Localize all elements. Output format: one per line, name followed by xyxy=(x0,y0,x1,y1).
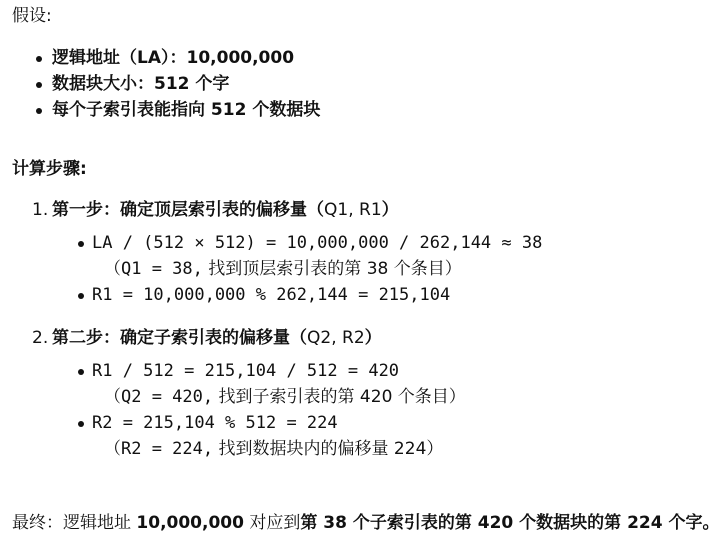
assumption-label: 数据块大小： xyxy=(52,74,154,94)
final-conclusion: 最终：逻辑地址 10,000,000 对应到第 38 个子索引表的第 420 个数据块的第 224 个字。 xyxy=(12,513,720,533)
assumption-value: 10,000,000 xyxy=(186,48,295,68)
assumption-label: 逻辑地址（LA）： xyxy=(52,48,187,68)
step2-note-q2: （Q2 = 420, 找到子索引表的第 420 个条目） xyxy=(104,387,466,407)
step2-formula-r2: R2 = 215,104 % 512 = 224 xyxy=(92,413,338,433)
assumption-value: 512 个字 xyxy=(154,74,230,94)
bullet-dot xyxy=(78,421,84,427)
bullet-dot xyxy=(36,82,42,88)
step1-title: 第一步：确定顶层索引表的偏移量（Q1, R1） xyxy=(52,200,399,220)
assumptions-heading: 假设: xyxy=(12,6,52,26)
bullet-dot xyxy=(78,241,84,247)
bullet-dot xyxy=(36,56,42,62)
bullet-dot xyxy=(78,293,84,299)
step1-formula-q1: LA / (512 × 512) = 10,000,000 / 262,144 ≈ 38 xyxy=(92,233,543,253)
step-number: 1. xyxy=(32,200,49,220)
bullet-dot xyxy=(36,108,42,114)
step2-note-r2: （R2 = 224, 找到数据块内的偏移量 224） xyxy=(104,439,444,459)
step-number: 2. xyxy=(32,328,49,348)
assumption-item-index: 每个子索引表能指向 512 个数据块 xyxy=(52,100,321,120)
step2-title: 第二步：确定子索引表的偏移量（Q2, R2） xyxy=(52,328,382,348)
step1-note-q1: （Q1 = 38, 找到顶层索引表的第 38 个条目） xyxy=(104,259,462,279)
step1-formula-r1: R1 = 10,000,000 % 262,144 = 215,104 xyxy=(92,285,451,305)
assumption-item-block-size xyxy=(52,73,229,95)
step2-formula-q2: R1 / 512 = 215,104 / 512 = 420 xyxy=(92,361,400,381)
steps-heading: 计算步骤: xyxy=(12,159,87,179)
assumption-item-la xyxy=(52,47,294,69)
bullet-dot xyxy=(78,369,84,375)
